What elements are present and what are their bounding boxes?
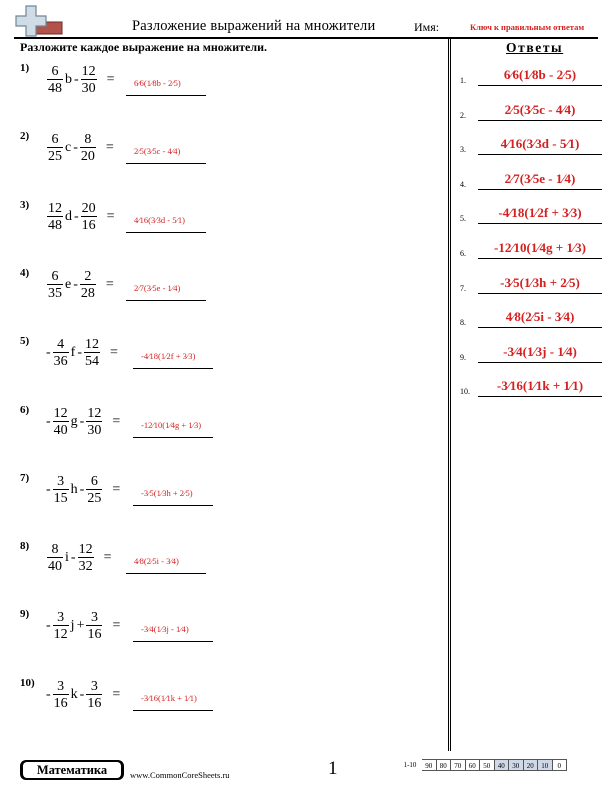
numerator: 4 [57, 337, 65, 353]
operator: - [79, 481, 85, 497]
numerator: 3 [57, 678, 65, 694]
operator: - [79, 413, 85, 429]
score-cell: 20 [524, 759, 539, 771]
second-fraction [86, 406, 102, 438]
problem-item [20, 608, 440, 658]
problem-number: 10) [20, 676, 35, 689]
answer-line [133, 416, 213, 438]
numerator: 12 [78, 542, 93, 558]
score-cell: 30 [509, 759, 524, 771]
operator: + [76, 618, 85, 634]
denominator: 54 [85, 354, 100, 370]
answer-key-line [478, 341, 602, 363]
denominator: 48 [48, 81, 62, 96]
numerator: 6 [90, 473, 98, 489]
answer-key-number: 5. [460, 214, 466, 224]
second-fraction [81, 201, 97, 233]
answer-key-number: 6. [460, 249, 466, 258]
variable: f [70, 345, 76, 361]
expression [46, 474, 130, 506]
problem-item [20, 130, 440, 180]
denominator: 16 [81, 217, 96, 233]
numerator: 6 [51, 268, 59, 284]
answer-key-text: -3⁄4(1⁄3j - 1⁄4) [503, 343, 577, 359]
answer-line [133, 689, 213, 711]
answer-line [126, 74, 206, 96]
answer-key-item [460, 202, 602, 224]
problem-number: 6) [20, 403, 30, 416]
answer-text: -3⁄16(1⁄1k + 1⁄1) [141, 692, 197, 703]
problem-item [20, 472, 440, 522]
variable: c [65, 140, 72, 156]
numerator: 12 [85, 337, 100, 353]
answer-line [133, 620, 213, 642]
operator: - [77, 345, 83, 361]
denominator: 20 [80, 149, 95, 165]
answer-key-text: 2⁄5(3⁄5c - 4⁄4) [504, 101, 576, 117]
first-fraction [47, 269, 63, 301]
numerator: 12 [87, 405, 102, 421]
equals-sign: = [103, 550, 112, 566]
answer-text: -3⁄5(1⁄3h + 2⁄5) [141, 487, 193, 498]
leading-sign: - [46, 618, 51, 634]
answer-key-text: -12⁄10(1⁄4g + 1⁄3) [494, 240, 586, 255]
first-fraction [53, 610, 69, 642]
operator: - [74, 208, 79, 224]
answer-key-number: 4. [460, 179, 466, 189]
first-fraction [47, 542, 63, 574]
answer-key-number: 1. [460, 76, 466, 85]
first-fraction [53, 337, 69, 369]
equals-sign: = [110, 345, 118, 361]
answer-key-item [460, 99, 602, 121]
answer-text: 4⁄8(2⁄5i - 3⁄4) [134, 556, 179, 567]
leading-sign: - [46, 481, 51, 497]
answer-key-text: -3⁄16(1⁄1k + 1⁄1) [496, 378, 584, 394]
problem-item [20, 540, 440, 590]
score-cell: 90 [422, 759, 437, 771]
answer-line [133, 484, 213, 506]
answer-key-item [460, 64, 602, 86]
denominator: 16 [87, 627, 102, 643]
answer-key-text: 6⁄6(1⁄8b - 2⁄5) [503, 67, 577, 82]
numerator: 6 [51, 64, 59, 79]
subject-label: Математика [23, 762, 121, 778]
first-fraction [53, 406, 69, 438]
expression [46, 132, 124, 164]
problem-number: 3) [20, 198, 30, 211]
equals-sign: = [112, 481, 121, 497]
answer-key-line [478, 272, 602, 294]
numerator: 2 [84, 268, 92, 284]
score-cell: 50 [480, 759, 495, 771]
first-fraction [47, 201, 63, 233]
score-table [398, 759, 567, 771]
answer-line [126, 279, 206, 301]
denominator: 25 [48, 149, 62, 165]
answer-key-number: 10. [460, 387, 470, 397]
equals-sign: = [106, 208, 115, 224]
problem-item [20, 677, 440, 727]
denominator: 35 [48, 285, 62, 301]
name-label: Имя: [414, 20, 440, 34]
answer-key-number: 9. [460, 352, 466, 362]
expression [46, 406, 130, 438]
answer-text: -12⁄10(1⁄4g + 1⁄3) [141, 419, 202, 430]
variable: d [65, 208, 72, 224]
variable: i [65, 550, 69, 566]
instructions: Разложите каждое выражение на множители. [20, 40, 267, 54]
answer-key-item [460, 168, 602, 190]
second-fraction [86, 474, 102, 506]
variable: j [70, 618, 75, 634]
numerator: 3 [90, 678, 98, 694]
answer-key-line [478, 375, 602, 397]
operator: - [74, 72, 79, 87]
problem-item [20, 335, 440, 385]
answer-key-item [460, 341, 602, 363]
answer-text: 2⁄7(3⁄5e - 1⁄4) [134, 282, 181, 293]
denominator: 48 [48, 217, 62, 233]
problem-item [20, 404, 440, 454]
second-fraction [80, 132, 96, 164]
denominator: 30 [87, 422, 102, 438]
score-cell: 0 [553, 759, 568, 771]
answer-line [133, 347, 213, 369]
problem-number: 8) [20, 540, 30, 553]
problem-number: 2) [20, 130, 30, 143]
answer-key-line [478, 237, 602, 259]
expression [46, 542, 121, 574]
equals-sign: = [105, 276, 114, 292]
answer-text: -4⁄18(1⁄2f + 3⁄3) [141, 351, 196, 362]
equals-sign: = [112, 618, 121, 634]
problem-number: 5) [20, 335, 30, 348]
numerator: 3 [57, 610, 65, 626]
expression [46, 679, 130, 711]
answer-key-item [460, 375, 602, 397]
first-fraction [53, 474, 69, 506]
answer-key-line [478, 64, 602, 86]
answer-key-number: 3. [460, 145, 466, 155]
first-fraction [47, 132, 63, 164]
second-fraction [86, 679, 102, 711]
answer-text: 6⁄6(1⁄8b - 2⁄5) [134, 78, 181, 88]
answers-header: Ответы [506, 40, 564, 55]
answer-key-line [478, 99, 602, 121]
answer-line [126, 552, 206, 574]
operator: - [79, 686, 85, 702]
denominator: 30 [81, 81, 96, 96]
expression [46, 64, 125, 96]
problem-number: 1) [20, 62, 30, 74]
answer-key-line [478, 306, 602, 328]
answer-key-text: -4⁄18(1⁄2f + 3⁄3) [498, 205, 582, 221]
answer-key-line [478, 202, 602, 224]
problem-number: 7) [20, 471, 30, 484]
answer-key-number: 2. [460, 110, 466, 120]
numerator: 12 [81, 64, 96, 79]
problem-number: 9) [20, 608, 30, 621]
answer-key-item [460, 133, 602, 155]
math-plus-logo-icon [14, 4, 64, 38]
worksheet-title: Разложение выражений на множители [132, 18, 376, 34]
numerator: 12 [53, 405, 68, 421]
first-fraction [47, 64, 63, 96]
denominator: 12 [53, 627, 68, 643]
subject-badge [20, 760, 124, 780]
denominator: 16 [87, 695, 102, 711]
equals-sign: = [106, 72, 115, 87]
equals-sign: = [112, 686, 121, 702]
answer-column-divider [448, 38, 451, 751]
numerator: 12 [48, 200, 62, 216]
second-fraction [84, 337, 100, 369]
variable: b [65, 72, 72, 87]
answer-key-text: 4⁄8(2⁄5i - 3⁄4) [505, 309, 575, 325]
operator: - [73, 140, 78, 156]
answer-text: 2⁄5(3⁄5c - 4⁄4) [134, 146, 181, 157]
denominator: 25 [87, 490, 102, 506]
expression [46, 337, 128, 369]
second-fraction [86, 610, 102, 642]
header-divider [14, 37, 598, 39]
leading-sign: - [46, 345, 51, 361]
operator: - [70, 550, 76, 566]
answer-line [126, 142, 206, 164]
answer-text: -3⁄4(1⁄3j - 1⁄4) [141, 624, 189, 635]
score-cell: 40 [495, 759, 510, 771]
denominator: 28 [80, 285, 95, 301]
expression [46, 610, 130, 642]
answer-key-item [460, 272, 602, 294]
answer-key-line [478, 133, 602, 155]
denominator: 40 [53, 422, 68, 438]
variable: g [70, 413, 78, 429]
variable: k [70, 686, 78, 702]
answer-key-text: 4⁄16(3⁄3d - 5⁄1) [500, 136, 580, 152]
score-cell: 10 [538, 759, 553, 771]
answer-key-item [460, 306, 602, 328]
leading-sign: - [46, 413, 51, 429]
answer-key-number: 8. [460, 318, 466, 328]
answer-key-label: Ключ к правильным ответам [470, 22, 585, 32]
operator: - [73, 276, 78, 292]
site-url: www.CommonCoreSheets.ru [130, 770, 230, 780]
numerator: 8 [51, 542, 59, 558]
second-fraction [81, 64, 97, 96]
leading-sign: - [46, 686, 51, 702]
numerator: 20 [81, 200, 96, 216]
numerator: 6 [51, 132, 59, 148]
denominator: 15 [53, 490, 68, 506]
numerator: 8 [84, 132, 92, 148]
problem-item [20, 199, 440, 249]
answer-key-text: -3⁄5(1⁄3h + 2⁄5) [500, 274, 580, 290]
score-cell: 60 [466, 759, 481, 771]
answer-key-line [478, 168, 602, 190]
second-fraction [78, 542, 94, 574]
answer-key-number: 7. [460, 283, 466, 293]
expression [46, 201, 125, 233]
equals-sign: = [112, 413, 121, 429]
page-number: 1 [328, 758, 338, 779]
denominator: 16 [53, 695, 68, 711]
variable: e [65, 276, 72, 292]
equals-sign: = [105, 140, 114, 156]
numerator: 3 [90, 610, 98, 626]
answer-key-item [460, 237, 602, 259]
answer-line [126, 211, 206, 233]
problem-item [20, 267, 440, 317]
problem-number: 4) [20, 266, 30, 279]
answer-text: 4⁄16(3⁄3d - 5⁄1) [134, 214, 185, 225]
score-cell: 80 [437, 759, 452, 771]
denominator: 40 [48, 559, 62, 575]
score-cell: 70 [451, 759, 466, 771]
answer-key-text: 2⁄7(3⁄5e - 1⁄4) [504, 170, 576, 186]
denominator: 36 [53, 354, 68, 370]
numerator: 3 [57, 473, 65, 489]
second-fraction [80, 269, 96, 301]
denominator: 32 [78, 559, 93, 575]
score-range-label: 1-10 [403, 761, 417, 769]
first-fraction [53, 679, 69, 711]
variable: h [70, 481, 78, 497]
expression [46, 269, 124, 301]
problem-item [20, 62, 440, 112]
